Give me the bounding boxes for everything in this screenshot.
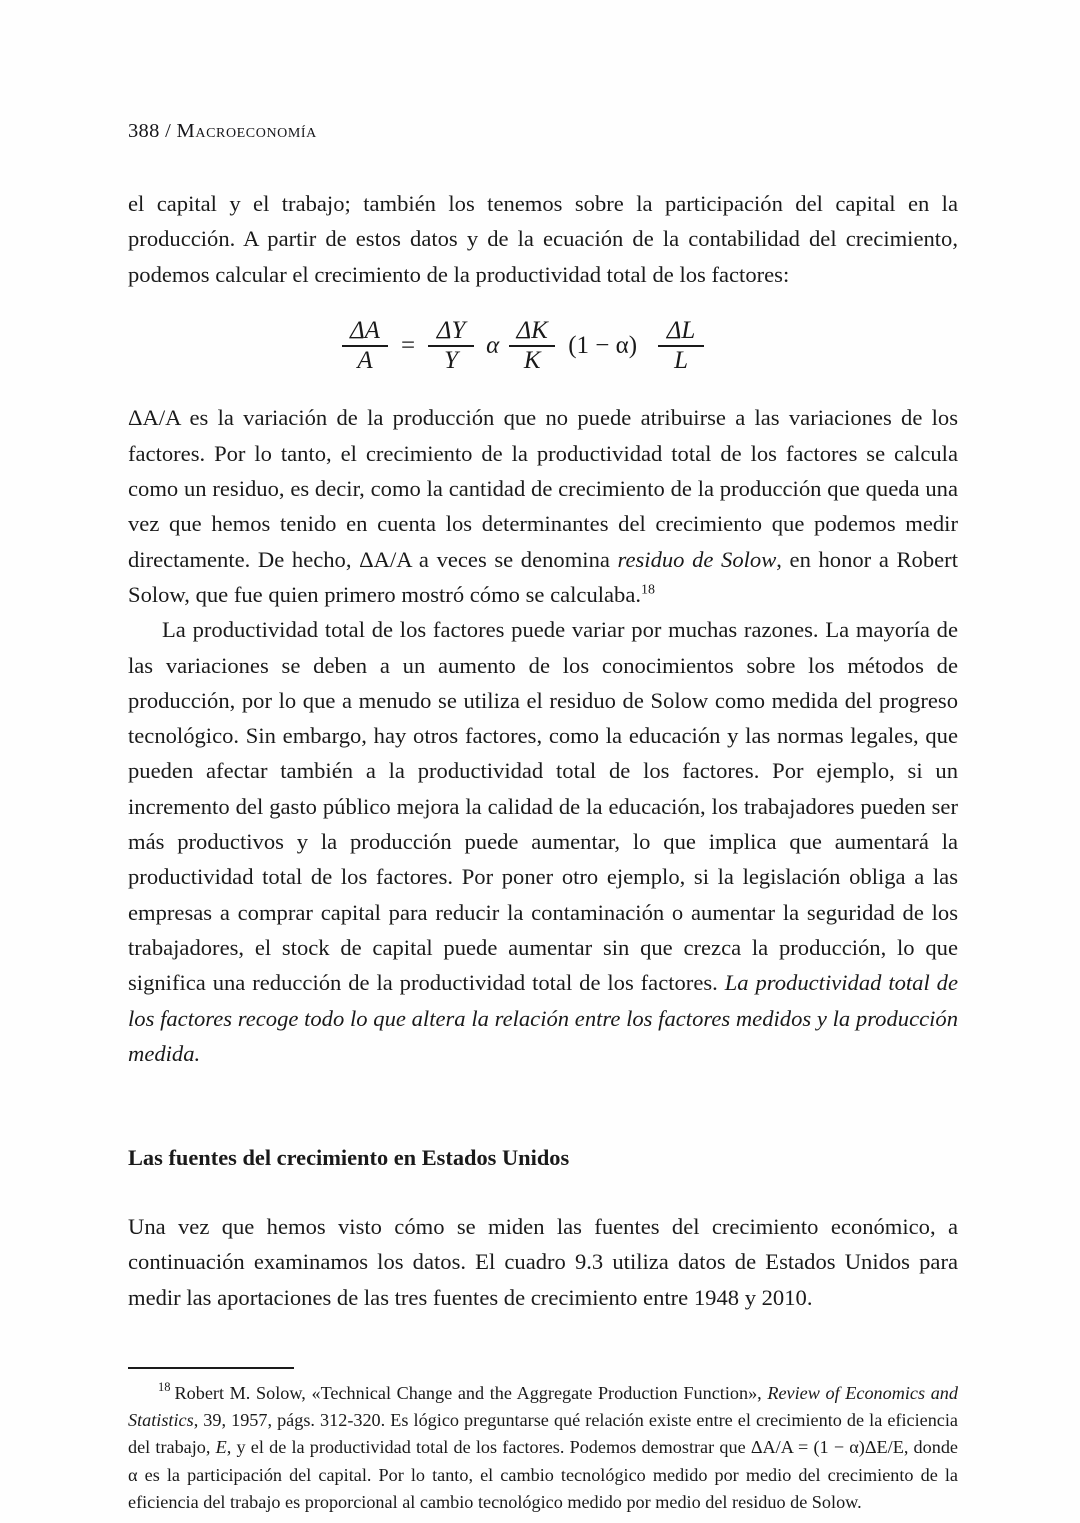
equation-inner bbox=[339, 318, 707, 375]
page-content-column bbox=[128, 0, 958, 1517]
footnote-separator-rule bbox=[128, 1367, 294, 1369]
section-body-block bbox=[128, 1209, 958, 1315]
section-heading-us-growth-sources: Las fuentes del crecimiento en Estados Unidos bbox=[128, 1145, 570, 1171]
fraction-delta-k-over-k bbox=[509, 318, 555, 375]
paragraph-section-intro: Una vez que hemos visto cómo se miden las fuentes del crecimiento económico, a continuación examinamos los datos. El cuadro 9.3 utiliza datos de Estados Unidos para medir las aportaciones de las tres fuentes de crecimiento entre 1948 y 2010. bbox=[128, 1214, 958, 1310]
one-minus-alpha-coefficient: (1 − α) bbox=[568, 332, 638, 360]
fraction-delta-a-over-a bbox=[342, 318, 388, 375]
paragraph-text-run: La productividad total de los factores puede variar por muchas razones. La mayoría de las variaciones se deben a un aumento de los conocimientos sobre los métodos de producción, por lo que a menudo se utiliza el residuo de Solow como medida del progreso tecnológico. Sin embargo, hay otros factores, como la educación y las normas legales, que pueden afectar también a la productividad total de los factores. Por ejemplo, si un incremento del gasto público mejora la calidad de la educación, los trabajadores pueden ser más productivos y la producción puede aumentar, lo que implica que aumentará la productividad total de los factores. Por poner otro ejemplo, si la legislación obliga a las empresas a comprar capital para reducir la contaminación o aumentar la seguridad de los trabajadores, el stock de capital puede aumentar sin que crezca la producción, lo que significa una reducción de la productividad total de los factores. bbox=[128, 617, 958, 996]
fraction-denominator: K bbox=[523, 346, 541, 374]
footnote-text-run: , y el de la productividad total de los factores. Podemos demostrar que ΔA/A = (1 − α)ΔE/E, donde α es la participación del capital. Por lo tanto, el cambio tecnológico medido por medio del crecimiento de la eficiencia del trabajo es proporcional al cambio tecnológico medido por medio del residuo de Solow. bbox=[128, 1437, 959, 1513]
running-head-book-title: Macroeconomía bbox=[176, 120, 317, 142]
footnote-block bbox=[128, 1367, 958, 1517]
emphasis-tfp-definition: La productividad total de los factores recoge todo lo que altera la relación entre los factores medidos y la producción medida. bbox=[128, 970, 958, 1066]
fraction-numerator: ΔK bbox=[516, 316, 548, 344]
equals-sign: = bbox=[400, 332, 416, 360]
alpha-symbol: α bbox=[486, 332, 500, 360]
paragraph-solow-residual bbox=[128, 400, 958, 612]
paragraph-text-run: , en honor a Robert Solow, que fue quien primero mostró cómo se calculaba. bbox=[128, 546, 958, 607]
fraction-numerator: ΔY bbox=[436, 316, 466, 344]
body-block-top bbox=[128, 186, 958, 292]
fraction-delta-l-over-l bbox=[658, 318, 704, 375]
footnote-text-run: , 39, 1957, págs. 312-320. Es lógico preguntarse qué relación existe entre el crecimiento de la eficiencia del trabajo, bbox=[128, 1409, 958, 1458]
fraction-denominator: Y bbox=[444, 346, 459, 374]
paragraph-intro: el capital y el trabajo; también los tenemos sobre la participación del capital en la producción. A partir de estos datos y de la ecuación de la contabilidad del crecimiento, podemos calcular el crecimiento de la productividad total de los factores: bbox=[128, 191, 958, 287]
paragraph-tfp-variation bbox=[128, 612, 958, 1071]
display-equation-growth-accounting bbox=[128, 318, 958, 375]
running-head bbox=[128, 120, 958, 143]
section-heading-block bbox=[128, 1143, 958, 1173]
fraction-delta-y-over-y bbox=[428, 318, 474, 375]
fraction-numerator: ΔA bbox=[349, 316, 380, 344]
fraction-denominator: L bbox=[674, 346, 688, 374]
footnote-number: 18 bbox=[158, 1380, 171, 1395]
paragraph-text-run: ΔA/A es la variación de la producción que no puede atribuirse a las variaciones de los factores. Por lo tanto, el crecimiento de la productividad total de los factores se calcula como un residuo, es decir, como la cantidad de crecimiento de la producción que queda una vez que hemos tenido en cuenta los determinantes del crecimiento que podemos medir directamente. De hecho, ΔA/A a veces se denomina bbox=[128, 405, 958, 572]
fraction-numerator: ΔL bbox=[666, 316, 696, 344]
running-head-separator: / bbox=[165, 120, 172, 142]
footnote-symbol-e: E bbox=[215, 1437, 227, 1458]
footnote-18 bbox=[128, 1380, 958, 1517]
page-folio-number: 388 bbox=[128, 120, 160, 142]
term-residuo-de-solow: residuo de Solow bbox=[617, 546, 777, 572]
footnote-text-run: Robert M. Solow, «Technical Change and the Aggregate Production Function», bbox=[174, 1382, 768, 1403]
footnote-journal-title: Review of Economics and Statistics bbox=[128, 1382, 958, 1430]
fraction-denominator: A bbox=[357, 346, 373, 374]
footnote-reference-18[interactable]: 18 bbox=[641, 582, 656, 598]
